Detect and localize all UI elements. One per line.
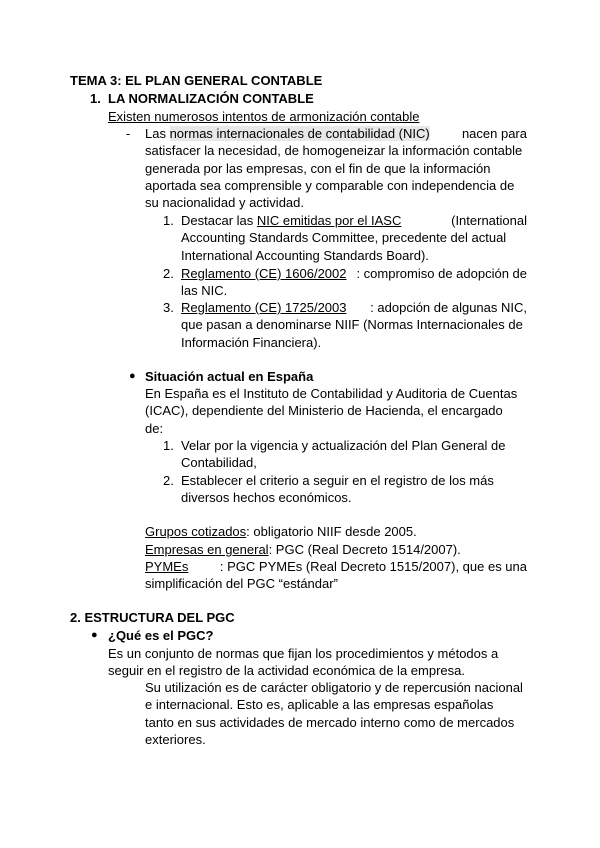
nic-highlight: normas internacionales de contabilidad (NIC) bbox=[169, 126, 430, 141]
situacion-bullet: ● bbox=[129, 370, 136, 382]
pgc-p1-line-1: Es un conjunto de normas que fijan los procedimientos y métodos a bbox=[108, 646, 499, 661]
item-2-number: 2. bbox=[163, 266, 174, 281]
situacion-item-2-number: 2. bbox=[163, 473, 174, 488]
pgc-paragraph-1 bbox=[108, 645, 527, 680]
situacion-item-2-line-1: Establecer el criterio a seguir en el registro de los más bbox=[181, 473, 494, 488]
group-pymes-line-1: PYMEs : PGC PYMEs (Real Decreto 1515/2007), que es una bbox=[145, 559, 527, 574]
item-3-link: Reglamento (CE) 1725/2003 bbox=[181, 300, 347, 315]
situacion-paragraph bbox=[145, 385, 527, 437]
situacion-item-1-number: 1. bbox=[163, 438, 174, 453]
nic-paragraph bbox=[145, 125, 527, 211]
item-3-text bbox=[181, 299, 527, 351]
situacion-item-1-text bbox=[181, 437, 527, 472]
item-1-line-1: Destacar las NIC emitidas por el IASC (International bbox=[181, 213, 527, 228]
item-1-link: NIC emitidas por el IASC bbox=[256, 213, 402, 228]
pgc-p2-line-4: exteriores. bbox=[145, 731, 206, 747]
item-1-number: 1. bbox=[163, 213, 174, 228]
document-title: TEMA 3: EL PLAN GENERAL CONTABLE bbox=[70, 73, 323, 88]
section-2-heading: 2. ESTRUCTURA DEL PGC bbox=[70, 610, 235, 625]
section-1-heading: LA NORMALIZACIÓN CONTABLE bbox=[108, 91, 314, 106]
pgc-p2-line-3: tanto en sus actividades de mercado interno como de mercados bbox=[145, 714, 515, 730]
pgc-p2-line-2: e internacional. Esto es, aplicable a las empresas españolas bbox=[145, 697, 494, 713]
situacion-item-1-line-2: Contabilidad, bbox=[181, 455, 257, 471]
dash-marker: - bbox=[126, 126, 131, 141]
group-pymes-line-2: simplificación del PGC “estándar” bbox=[145, 576, 338, 592]
pgc-question: ¿Qué es el PGC? bbox=[108, 628, 214, 643]
situacion-heading: Situación actual en España bbox=[145, 369, 314, 384]
group-pymes bbox=[145, 558, 527, 593]
item-3-line-2: que pasan a denominarse NIIF (Normas Internacionales de bbox=[181, 317, 523, 333]
situacion-item-1-line-1: Velar por la vigencia y actualización del Plan General de bbox=[181, 438, 506, 453]
section-1-number: 1. bbox=[90, 91, 101, 106]
pgc-bullet: ● bbox=[91, 629, 98, 641]
item-1-line-3: International Accounting Standards Board). bbox=[181, 247, 429, 263]
item-3-line-3: Información Financiera). bbox=[181, 334, 322, 350]
item-2-text bbox=[181, 265, 527, 300]
nic-paragraph-line-3: generada por las empresas, con el fin de que la información bbox=[145, 160, 491, 176]
item-3-line-1: Reglamento (CE) 1725/2003 : adopción de algunas NIC, bbox=[181, 300, 527, 315]
pgc-p1-line-2: seguir en el registro de la actividad económica de la empresa. bbox=[108, 663, 465, 679]
item-3-number: 3. bbox=[163, 300, 174, 315]
pgc-p2-line-1: Su utilización es de carácter obligatorio y de repercusión nacional bbox=[145, 680, 523, 695]
nic-paragraph-line-1 bbox=[145, 125, 527, 142]
situacion-line-1: En España es el Instituto de Contabilidad y Auditoria de Cuentas bbox=[145, 386, 518, 401]
group-empresas: Empresas en general: PGC (Real Decreto 1514/2007). bbox=[145, 542, 461, 557]
situacion-line-3: de: bbox=[145, 420, 164, 436]
item-1-line-2: Accounting Standards Committee, precedente del actual bbox=[181, 230, 507, 246]
group-cotizados: Grupos cotizados: obligatorio NIIF desde 2005. bbox=[145, 524, 417, 539]
situacion-item-2-line-2: diversos hechos económicos. bbox=[181, 490, 352, 506]
pgc-paragraph-2 bbox=[145, 679, 527, 748]
section-1-intro: Existen numerosos intentos de armonización contable bbox=[108, 109, 420, 124]
nic-line-1-start: Las normas internacionales de contabilidad (NIC) bbox=[145, 126, 430, 141]
item-2-line-2: las NIC. bbox=[181, 283, 228, 299]
nic-paragraph-line-5: su nacionalidad y actividad. bbox=[145, 195, 304, 211]
nic-paragraph-line-2: satisfacer la necesidad, de homogeneizar la información contable bbox=[145, 143, 523, 159]
situacion-item-2-text bbox=[181, 472, 527, 507]
nic-paragraph-line-4: aportada sea comprensible y comparable con independencia de bbox=[145, 177, 515, 193]
situacion-line-2: (ICAC), dependiente del Ministerio de Hacienda, el encargado bbox=[145, 403, 503, 419]
nic-line-1-end: nacen para bbox=[461, 126, 527, 141]
item-2-line-1: Reglamento (CE) 1606/2002 : compromiso de adopción de bbox=[181, 266, 527, 281]
item-1-text bbox=[181, 212, 527, 264]
item-2-link: Reglamento (CE) 1606/2002 bbox=[181, 266, 347, 281]
